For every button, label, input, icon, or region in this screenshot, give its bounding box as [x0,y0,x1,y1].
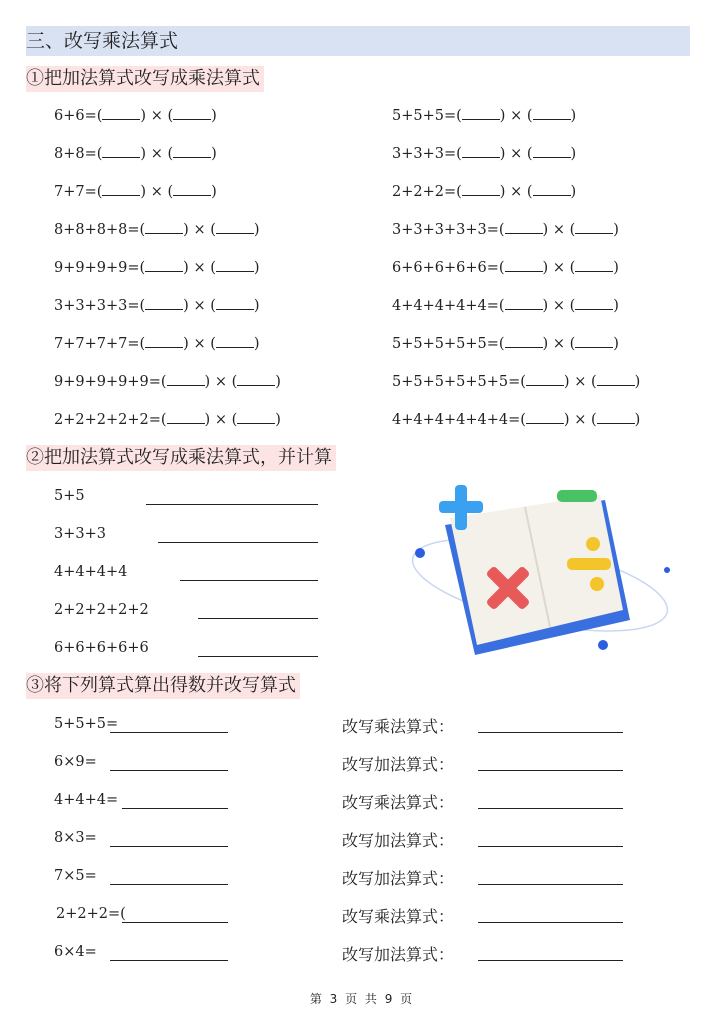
result-line[interactable] [122,808,228,809]
multiplication-exercise: 2+2+2+2+2=( ) × ( ) [54,409,281,431]
addition-expression: 7+7= [54,184,97,200]
answer-blank[interactable] [102,105,140,120]
rewrite-label: 改写加法算式： [342,945,455,964]
multiplication-exercise: 8+8=( ) × ( ) [54,143,217,165]
multiplication-exercise: 5+5+5=( ) × ( ) [392,105,576,127]
rewrite-line[interactable] [478,770,623,771]
multiplication-exercise: 2+2+2=( ) × ( ) [392,181,576,203]
addition-expression: 8+8+8+8= [54,222,140,238]
answer-blank[interactable] [597,409,635,424]
rewrite-line[interactable] [478,922,623,923]
rewrite-line[interactable] [478,732,623,733]
addition-expression: 9+9+9+9= [54,260,140,276]
addition-expression: 4+4+4+4+4+4= [392,412,521,428]
part1-heading: ①把加法算式改写成乘法算式 [26,66,264,92]
multiplication-exercise: 3+3+3=( ) × ( ) [392,143,576,165]
answer-blank[interactable] [505,257,543,272]
times-sign: × [193,298,206,314]
answer-blank[interactable] [102,181,140,196]
multiplication-exercise: 3+3+3+3=( ) × ( ) [54,295,260,317]
times-sign: × [150,108,163,124]
times-sign: × [552,222,565,238]
multiplication-exercise: 6+6=( ) × ( ) [54,105,217,127]
addition-expression: 3+3+3+3+3= [392,222,499,238]
addition-expression: 5+5+5+5+5= [392,336,499,352]
exercise-expression: 8×3= [54,830,97,846]
exercise-expression: 6×9= [54,754,97,770]
exercise-expression: 4+4+4= [54,792,119,808]
answer-blank[interactable] [533,105,571,120]
answer-line[interactable] [198,618,318,619]
times-sign: × [510,184,523,200]
times-sign: × [552,336,565,352]
answer-line[interactable] [198,656,318,657]
page-footer: 第 3 页 共 9 页 [309,992,415,1006]
part3-heading: ③将下列算式算出得数并改写算式 [26,673,300,699]
multiplication-exercise: 6+6+6+6+6=( ) × ( ) [392,257,619,279]
answer-blank[interactable] [462,105,500,120]
addition-expression: 4+4+4+4+4= [392,298,499,314]
answer-blank[interactable] [145,219,183,234]
addition-expression: 3+3+3= [392,146,457,162]
exercise-expression: 4+4+4+4 [54,564,128,580]
answer-blank[interactable] [575,219,613,234]
answer-blank[interactable] [145,257,183,272]
answer-blank[interactable] [505,333,543,348]
exercise-expression: 2+2+2=( [56,906,126,922]
addition-expression: 6+6= [54,108,97,124]
rewrite-label: 改写加法算式： [342,755,455,774]
result-line[interactable] [110,770,228,771]
math-symbols-illustration [405,470,675,670]
times-sign: × [552,298,565,314]
part2-heading: ②把加法算式改写成乘法算式，并计算 [26,445,336,471]
times-sign: × [150,146,163,162]
addition-expression: 8+8= [54,146,97,162]
answer-blank[interactable] [216,219,254,234]
result-line[interactable] [110,846,228,847]
multiplication-exercise: 5+5+5+5+5=( ) × ( ) [392,333,619,355]
multiplication-exercise: 3+3+3+3+3=( ) × ( ) [392,219,619,241]
multiplication-exercise: 7+7+7+7=( ) × ( ) [54,333,260,355]
exercise-expression: 6×4= [54,944,97,960]
answer-blank[interactable] [216,333,254,348]
multiplication-exercise: 4+4+4+4+4+4=( ) × ( ) [392,409,640,431]
multiplication-exercise: 7+7=( ) × ( ) [54,181,217,203]
answer-line[interactable] [146,504,318,505]
multiplication-exercise: 9+9+9+9=( ) × ( ) [54,257,260,279]
times-sign: × [214,412,227,428]
times-sign: × [510,146,523,162]
section-title [26,26,690,56]
answer-line[interactable] [158,542,318,543]
answer-blank[interactable] [533,143,571,158]
answer-blank[interactable] [575,257,613,272]
answer-blank[interactable] [173,105,211,120]
rewrite-label: 改写加法算式： [342,831,455,850]
answer-blank[interactable] [505,295,543,310]
answer-blank[interactable] [526,371,564,386]
times-sign: × [193,222,206,238]
section-title-text: 三、改写乘法算式 [26,30,179,52]
answer-blank[interactable] [526,409,564,424]
rewrite-label: 改写乘法算式： [342,793,455,812]
addition-expression: 2+2+2= [392,184,457,200]
rewrite-line[interactable] [478,808,623,809]
answer-blank[interactable] [237,371,275,386]
addition-expression: 3+3+3+3= [54,298,140,314]
answer-blank[interactable] [173,181,211,196]
times-sign: × [193,260,206,276]
times-sign: × [552,260,565,276]
multiplication-exercise: 4+4+4+4+4=( ) × ( ) [392,295,619,317]
answer-blank[interactable] [462,143,500,158]
answer-line[interactable] [180,580,318,581]
addition-expression: 7+7+7+7= [54,336,140,352]
answer-blank[interactable] [575,333,613,348]
rewrite-line[interactable] [478,884,623,885]
result-line[interactable] [110,884,228,885]
multiplication-exercise: 5+5+5+5+5+5=( ) × ( ) [392,371,640,393]
times-sign: × [214,374,227,390]
answer-blank[interactable] [145,333,183,348]
rewrite-label: 改写乘法算式： [342,717,455,736]
rewrite-line[interactable] [478,846,623,847]
exercise-expression: 7×5= [54,868,97,884]
exercise-expression: 2+2+2+2+2 [54,602,149,618]
answer-blank[interactable] [216,257,254,272]
addition-expression: 2+2+2+2+2= [54,412,161,428]
answer-blank[interactable] [597,371,635,386]
answer-blank[interactable] [102,143,140,158]
answer-blank[interactable] [505,219,543,234]
times-sign: × [574,412,587,428]
multiplication-exercise: 8+8+8+8=( ) × ( ) [54,219,260,241]
answer-blank[interactable] [533,181,571,196]
addition-expression: 5+5+5= [392,108,457,124]
addition-expression: 5+5+5+5+5+5= [392,374,521,390]
answer-blank[interactable] [167,409,205,424]
answer-blank[interactable] [237,409,275,424]
multiplication-exercise: 9+9+9+9+9=( ) × ( ) [54,371,281,393]
answer-blank[interactable] [167,371,205,386]
addition-expression: 9+9+9+9+9= [54,374,161,390]
answer-blank[interactable] [216,295,254,310]
times-sign: × [510,108,523,124]
addition-expression: 6+6+6+6+6= [392,260,499,276]
answer-blank[interactable] [145,295,183,310]
result-line[interactable] [122,922,228,923]
exercise-expression: 3+3+3 [54,526,106,542]
times-sign: × [150,184,163,200]
rewrite-label: 改写加法算式： [342,869,455,888]
exercise-expression: 5+5+5= [54,716,119,732]
rewrite-line[interactable] [478,960,623,961]
times-sign: × [193,336,206,352]
answer-blank[interactable] [575,295,613,310]
times-sign: × [574,374,587,390]
result-line[interactable] [110,732,228,733]
exercise-expression: 5+5 [54,488,85,504]
answer-blank[interactable] [462,181,500,196]
rewrite-label: 改写乘法算式： [342,907,455,926]
result-line[interactable] [110,960,228,961]
exercise-expression: 6+6+6+6+6 [54,640,149,656]
answer-blank[interactable] [173,143,211,158]
